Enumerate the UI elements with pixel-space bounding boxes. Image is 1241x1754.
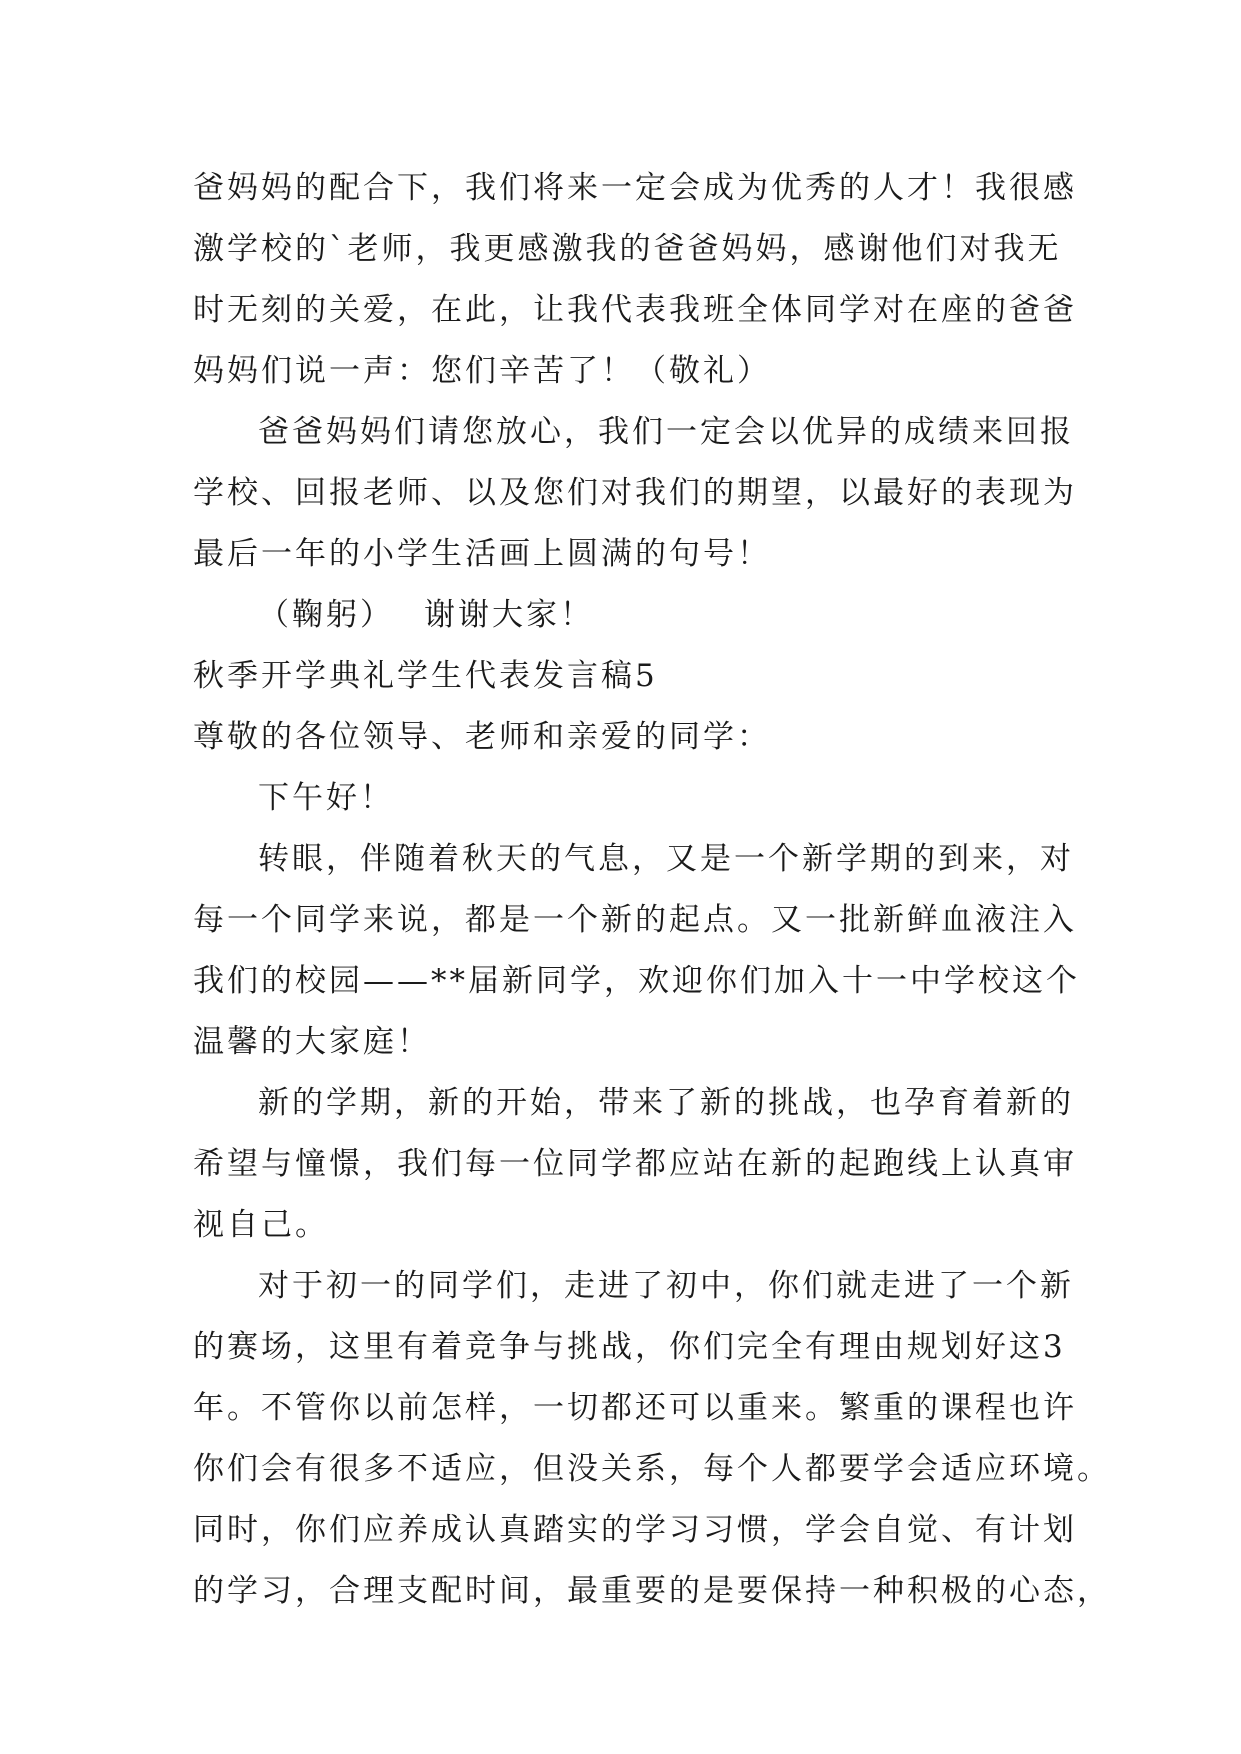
text-line: 年。不管你以前怎样，一切都还可以重来。繁重的课程也许 — [193, 1390, 1077, 1426]
paragraph-first-line: 新的学期，新的开始，带来了新的挑战，也孕育着新的 — [258, 1085, 1074, 1121]
text-line: 激学校的`老师，我更感激我的爸爸妈妈，感谢他们对我无 — [193, 231, 1062, 267]
text-line: 的赛场，这里有着竞争与挑战，你们完全有理由规划好这3 — [193, 1329, 1066, 1365]
text-line: 视自己。 — [193, 1207, 329, 1243]
text-line: 时无刻的关爱，在此，让我代表我班全体同学对在座的爸爸 — [193, 292, 1077, 328]
closing-line — [193, 585, 1053, 646]
salutation: 尊敬的各位领导、老师和亲爱的同学： — [193, 719, 771, 755]
thanks-text: 谢谢大家！ — [424, 597, 594, 633]
text-line: 同时，你们应养成认真踏实的学习习惯，学会自觉、有计划 — [193, 1512, 1077, 1548]
paragraph-first-line: 爸爸妈妈们请您放心，我们一定会以优异的成绩来回报 — [258, 414, 1074, 450]
section-title: 秋季开学典礼学生代表发言稿5 — [193, 658, 658, 694]
text-line: 你们会有很多不适应，但没关系，每个人都要学会适应环境。 — [193, 1451, 1111, 1487]
bow-note: （鞠躬） — [258, 597, 394, 633]
text-line: 最后一年的小学生活画上圆满的句号！ — [193, 536, 771, 572]
text-line: 爸妈妈的配合下，我们将来一定会成为优秀的人才！我很感 — [193, 170, 1077, 206]
text-line: 每一个同学来说，都是一个新的起点。又一批新鲜血液注入 — [193, 902, 1077, 938]
text-line: 妈妈们说一声：您们辛苦了！（敬礼） — [193, 353, 771, 389]
paragraph-first-line: 对于初一的同学们，走进了初中，你们就走进了一个新 — [258, 1268, 1074, 1304]
text-line: 学校、回报老师、以及您们对我们的期望，以最好的表现为 — [193, 475, 1077, 511]
paragraph-first-line: 转眼，伴随着秋天的气息，又是一个新学期的到来，对 — [258, 841, 1074, 877]
text-line: 希望与憧憬，我们每一位同学都应站在新的起跑线上认真审 — [193, 1146, 1077, 1182]
text-line: 我们的校园——**届新同学，欢迎你们加入十一中学校这个 — [193, 963, 1080, 999]
text-line: 温馨的大家庭！ — [193, 1024, 431, 1060]
document-body — [193, 158, 1111, 1622]
text-line: 的学习，合理支配时间，最重要的是要保持一种积极的心态， — [193, 1573, 1111, 1609]
greeting: 下午好！ — [258, 780, 394, 816]
